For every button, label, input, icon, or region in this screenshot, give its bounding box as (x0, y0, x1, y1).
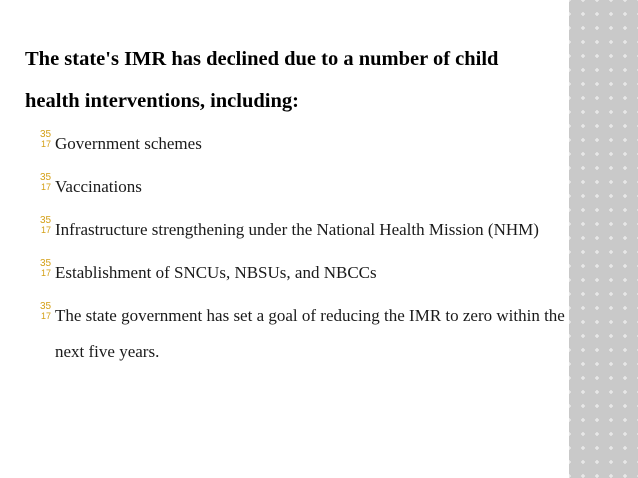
bullet-marker-icon: 35 17 (40, 301, 52, 321)
decorative-side-panel (569, 0, 638, 478)
bullet-text: Infrastructure strengthening under the National Health Mission (NHM) (55, 220, 539, 239)
bullet-item (40, 212, 565, 248)
bullet-item (40, 255, 565, 291)
bullet-marker-icon: 35 17 (40, 172, 52, 192)
slide-title: The state's IMR has declined due to a number of child health interventions, including: (25, 48, 499, 112)
bullet-item (40, 126, 565, 162)
bullet-text: Vaccinations (55, 177, 142, 196)
bullet-marker-icon: 35 17 (40, 129, 52, 149)
bullet-marker-icon: 35 17 (40, 215, 52, 235)
bullet-list (40, 126, 565, 377)
bullet-item (40, 169, 565, 205)
bullet-text: The state government has set a goal of reducing the IMR to zero within the next five years. (55, 306, 565, 361)
bullet-text: Establishment of SNCUs, NBSUs, and NBCCs (55, 263, 377, 282)
bullet-marker-icon: 35 17 (40, 258, 52, 278)
bullet-item (40, 298, 565, 370)
bullet-text: Government schemes (55, 134, 202, 153)
